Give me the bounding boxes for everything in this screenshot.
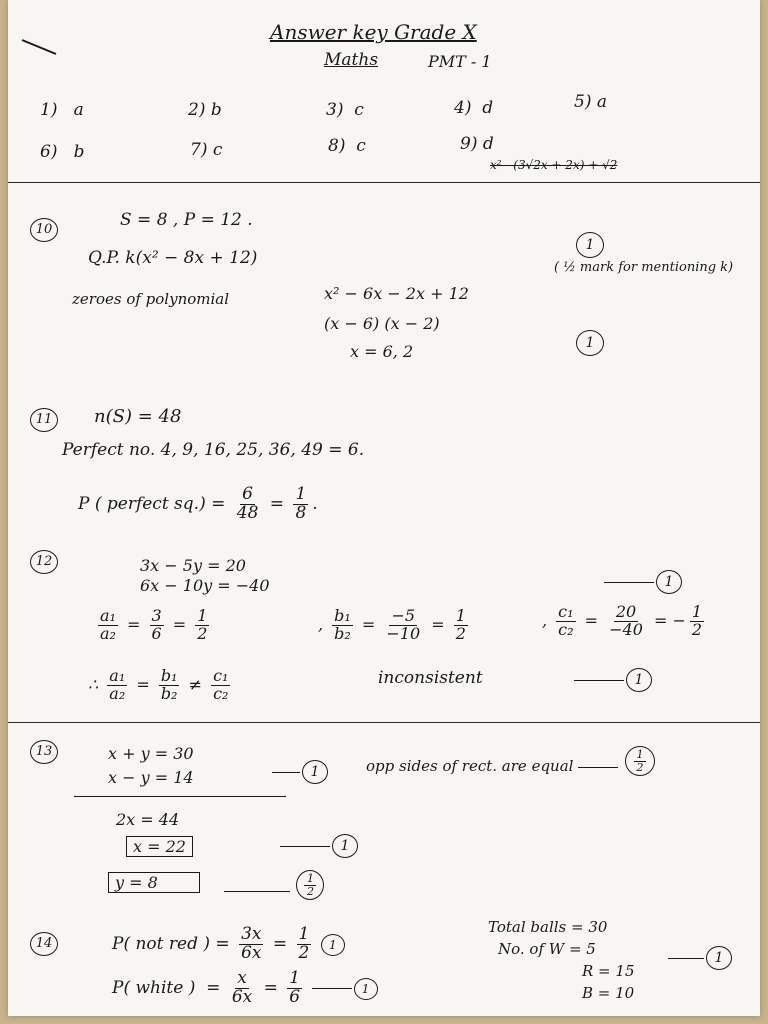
fold-line	[8, 722, 760, 723]
q10-step3: x = 6, 2	[350, 342, 414, 361]
question-number-10: 10	[30, 218, 58, 242]
q13-sum: 2x = 44	[116, 810, 180, 829]
question-number-13: 13	[30, 740, 58, 764]
mcq-q2: 2) b	[188, 100, 222, 120]
q12-mark2: 1	[574, 668, 652, 692]
mark-circle: 1	[321, 934, 345, 956]
question-number-12: 12	[30, 550, 58, 574]
mark-circle: 1	[576, 330, 604, 356]
q12-conclusion: inconsistent	[378, 668, 483, 688]
q14-total: Total balls = 30	[488, 918, 608, 936]
q10-step1: x² − 6x − 2x + 12	[324, 284, 469, 303]
q14-white: No. of W = 5	[498, 940, 596, 958]
q13-mark2: 1	[280, 834, 358, 858]
mark-circle: 1	[354, 978, 378, 1000]
q14-mark3: 1	[668, 946, 732, 970]
q10-zeroes-label: zeroes of polynomial	[72, 290, 230, 308]
q12-mark1: 1	[604, 570, 682, 594]
mcq-q7: 7) c	[190, 140, 223, 160]
question-number-11: 11	[30, 408, 58, 432]
q11-perfect-squares: Perfect no. 4, 9, 16, 25, 36, 49 = 6.	[62, 440, 365, 460]
mcq-q1: 1) a	[40, 100, 84, 120]
mcq-q4: 4) d	[454, 98, 494, 118]
mcq-q9: 9) d	[460, 134, 494, 154]
q13-note: opp sides of rect. are equal $\frac{1}{2}$	[366, 746, 655, 776]
mcq-q3: 3) c	[326, 100, 364, 120]
q12-ratio-b: , $\frac{\text{b₁}}{\text{b₂}}$ = $\frac{-5}{-10}$ = $\frac{1}{2}$	[318, 606, 466, 643]
mcq-q6: 6) b	[40, 142, 85, 162]
q13-mark3: $\frac{1}{2}$	[224, 870, 324, 900]
question-number-14: 14	[30, 932, 58, 956]
q13-eq2: x − y = 14	[108, 768, 194, 787]
page-title: Answer key Grade X	[270, 20, 477, 44]
q12-comparison: ∴ $\frac{\text{a₁}}{\text{a₂}}$ = $\frac{\text{b₁}}{\text{b₂}}$ ≠ $\frac{\text{c₁}}{\text{c₂}}$	[88, 666, 229, 703]
q11-probability: P ( perfect sq.) = $\frac{6}{48}$ = $\frac{1}{8}$ .	[78, 484, 318, 523]
q14-red: R = 15	[582, 962, 635, 980]
q13-x-value: x = 22	[126, 836, 193, 857]
check-mark-icon	[20, 36, 60, 58]
q10-marking-note: ( ½ mark for mentioning k)	[554, 260, 734, 275]
q12-ratio-c: , $\frac{\text{c₁}}{\text{c₂}}$ = $\frac{20}{-40}$ = − $\frac{1}{2}$	[542, 602, 703, 639]
struck-out-working: x² - (3√2x + 2x) + √2	[490, 158, 618, 172]
q12-eq2: 6x − 10y = −40	[140, 576, 270, 595]
q13-mark1: 1	[272, 760, 328, 784]
q11-sample-space: n(S) = 48	[94, 406, 182, 427]
q13-sum-line	[74, 796, 286, 797]
mcq-q8: 8) c	[328, 136, 366, 156]
q12-eq1: 3x − 5y = 20	[140, 556, 246, 575]
subject-label: Maths	[324, 50, 379, 70]
q10-given: S = 8 , P = 12 .	[120, 210, 253, 230]
q14-blue: B = 10	[582, 984, 635, 1002]
q10-quadratic: Q.P. k(x² − 8x + 12)	[88, 248, 258, 268]
test-label: PMT - 1	[428, 52, 492, 71]
q13-eq1: x + y = 30	[108, 744, 194, 763]
q13-y-value: y = 8	[108, 872, 200, 893]
answer-sheet	[8, 0, 760, 1016]
q14-prob-white: P( white ) = $\frac{x}{6x}$ = $\frac{1}{6}$ 1	[112, 970, 378, 1007]
mcq-q5: 5) a	[574, 92, 607, 112]
mark-circle: 1	[576, 232, 604, 258]
q12-ratio-a: $\frac{\text{a₁}}{\text{a₂}}$ = $\frac{3}{6}$ = $\frac{1}{2}$	[100, 606, 208, 643]
q10-step2: (x − 6) (x − 2)	[324, 314, 440, 333]
fold-line	[8, 182, 760, 183]
q14-prob-not-red: P( not red ) = $\frac{3x}{6x}$ = $\frac{1}{2}$ 1	[112, 926, 345, 963]
